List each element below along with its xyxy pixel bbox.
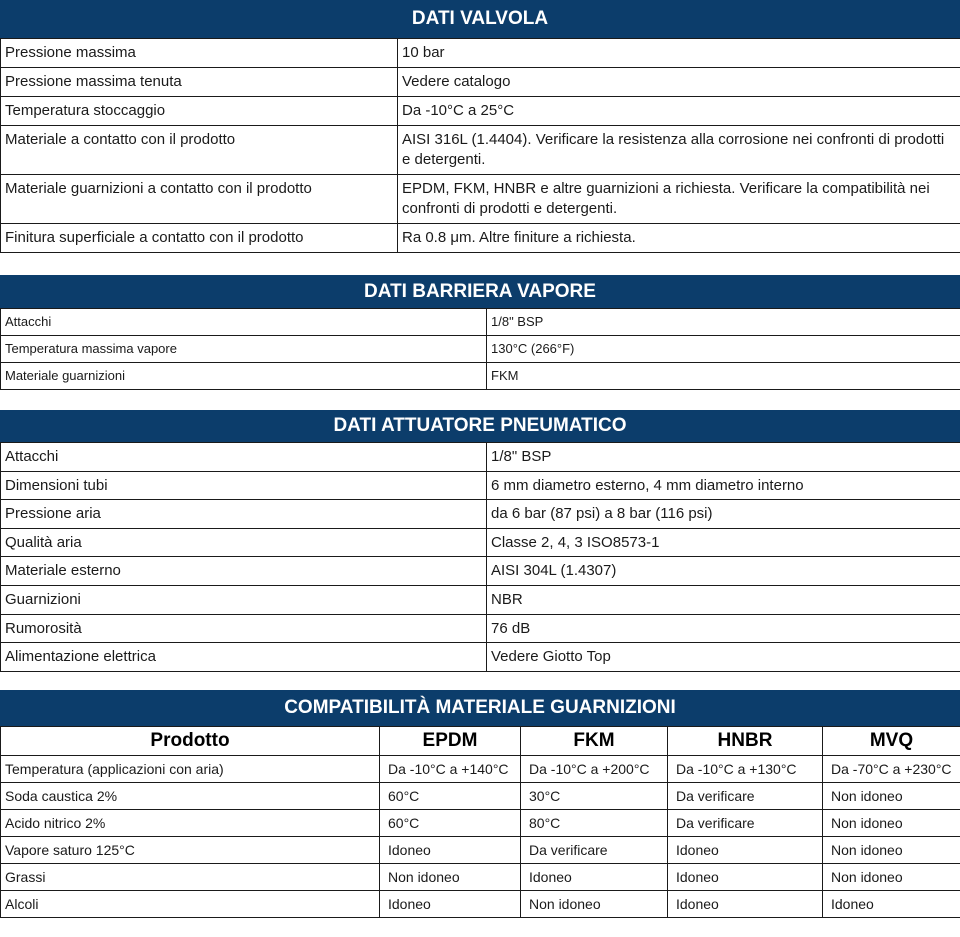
- table-row: [1, 336, 960, 363]
- cell-fkm: Idoneo: [521, 864, 668, 891]
- row-label: Rumorosità: [1, 614, 487, 643]
- section-compatibilita-guarnizioni: [0, 690, 960, 918]
- table-row: [1, 224, 960, 253]
- table-row: [1, 783, 960, 810]
- cell-prodotto: Vapore saturo 125°C: [1, 837, 380, 864]
- cell-fkm: 80°C: [521, 810, 668, 837]
- row-label: Finitura superficiale a contatto con il prodotto: [1, 224, 398, 253]
- row-label: Materiale esterno: [1, 557, 487, 586]
- table-row: [1, 837, 960, 864]
- cell-mvq: Da -70°C a +230°C: [823, 756, 960, 783]
- table-row: [1, 864, 960, 891]
- table-row: [1, 39, 960, 68]
- table-row: [1, 97, 960, 126]
- section-title: COMPATIBILITÀ MATERIALE GUARNIZIONI: [0, 690, 960, 726]
- table-row: [1, 756, 960, 783]
- row-value: Vedere Giotto Top: [487, 643, 960, 672]
- section-title: DATI ATTUATORE PNEUMATICO: [0, 410, 960, 442]
- table-row: [1, 528, 960, 557]
- row-label: Materiale a contatto con il prodotto: [1, 126, 398, 175]
- table-row: [1, 126, 960, 175]
- table-row: [1, 443, 960, 472]
- table-row: [1, 891, 960, 918]
- cell-epdm: Non idoneo: [380, 864, 521, 891]
- cell-fkm: Da verificare: [521, 837, 668, 864]
- table-row: [1, 471, 960, 500]
- row-value: 10 bar: [398, 39, 960, 68]
- row-value: NBR: [487, 585, 960, 614]
- table-row: [1, 175, 960, 224]
- table-row: [1, 68, 960, 97]
- row-value: 76 dB: [487, 614, 960, 643]
- row-label: Materiale guarnizioni a contatto con il prodotto: [1, 175, 398, 224]
- cell-epdm: Da -10°C a +140°C: [380, 756, 521, 783]
- cell-fkm: Non idoneo: [521, 891, 668, 918]
- section-title: DATI BARRIERA VAPORE: [0, 275, 960, 308]
- valvola-table: [0, 38, 960, 253]
- row-label: Attacchi: [1, 309, 487, 336]
- row-value: Ra 0.8 μm. Altre finiture a richiesta.: [398, 224, 960, 253]
- col-header-fkm: FKM: [521, 727, 668, 756]
- cell-hnbr: Da verificare: [668, 810, 823, 837]
- cell-hnbr: Da verificare: [668, 783, 823, 810]
- cell-hnbr: Idoneo: [668, 864, 823, 891]
- table-row: [1, 557, 960, 586]
- cell-mvq: Non idoneo: [823, 810, 960, 837]
- cell-prodotto: Grassi: [1, 864, 380, 891]
- attuatore-table: [0, 442, 960, 672]
- row-label: Dimensioni tubi: [1, 471, 487, 500]
- row-label: Temperatura massima vapore: [1, 336, 487, 363]
- section-dati-attuatore-pneumatico: [0, 410, 960, 672]
- row-label: Attacchi: [1, 443, 487, 472]
- cell-hnbr: Idoneo: [668, 891, 823, 918]
- col-header-epdm: EPDM: [380, 727, 521, 756]
- row-label: Pressione aria: [1, 500, 487, 529]
- row-value: 1/8" BSP: [487, 309, 960, 336]
- cell-fkm: 30°C: [521, 783, 668, 810]
- cell-prodotto: Temperatura (applicazioni con aria): [1, 756, 380, 783]
- row-label: Materiale guarnizioni: [1, 363, 487, 390]
- table-row: [1, 643, 960, 672]
- row-label: Pressione massima: [1, 39, 398, 68]
- cell-fkm: Da -10°C a +200°C: [521, 756, 668, 783]
- row-value: FKM: [487, 363, 960, 390]
- barriera-table: [0, 308, 960, 390]
- table-row: [1, 614, 960, 643]
- section-dati-barriera-vapore: [0, 275, 960, 390]
- row-value: EPDM, FKM, HNBR e altre guarnizioni a richiesta. Verificare la compatibilità nei confronti di prodotti e detergenti.: [398, 175, 960, 224]
- cell-prodotto: Acido nitrico 2%: [1, 810, 380, 837]
- cell-prodotto: Soda caustica 2%: [1, 783, 380, 810]
- table-row: [1, 810, 960, 837]
- table-header-row: [1, 727, 960, 756]
- col-header-hnbr: HNBR: [668, 727, 823, 756]
- section-title: DATI VALVOLA: [0, 0, 960, 38]
- cell-epdm: 60°C: [380, 783, 521, 810]
- row-value: Classe 2, 4, 3 ISO8573-1: [487, 528, 960, 557]
- row-value: AISI 316L (1.4404). Verificare la resistenza alla corrosione nei confronti di prodotti e detergenti.: [398, 126, 960, 175]
- cell-hnbr: Da -10°C a +130°C: [668, 756, 823, 783]
- section-dati-valvola: [0, 0, 960, 253]
- table-row: [1, 363, 960, 390]
- cell-epdm: Idoneo: [380, 837, 521, 864]
- cell-epdm: Idoneo: [380, 891, 521, 918]
- cell-prodotto: Alcoli: [1, 891, 380, 918]
- table-row: [1, 500, 960, 529]
- cell-mvq: Idoneo: [823, 891, 960, 918]
- row-label: Pressione massima tenuta: [1, 68, 398, 97]
- row-value: da 6 bar (87 psi) a 8 bar (116 psi): [487, 500, 960, 529]
- cell-mvq: Non idoneo: [823, 864, 960, 891]
- row-label: Guarnizioni: [1, 585, 487, 614]
- row-value: Da -10°C a 25°C: [398, 97, 960, 126]
- cell-mvq: Non idoneo: [823, 837, 960, 864]
- row-label: Qualità aria: [1, 528, 487, 557]
- col-header-prodotto: Prodotto: [1, 727, 380, 756]
- row-label: Alimentazione elettrica: [1, 643, 487, 672]
- row-value: 6 mm diametro esterno, 4 mm diametro interno: [487, 471, 960, 500]
- row-label: Temperatura stoccaggio: [1, 97, 398, 126]
- table-row: [1, 585, 960, 614]
- row-value: Vedere catalogo: [398, 68, 960, 97]
- table-row: [1, 309, 960, 336]
- cell-epdm: 60°C: [380, 810, 521, 837]
- row-value: 1/8" BSP: [487, 443, 960, 472]
- col-header-mvq: MVQ: [823, 727, 960, 756]
- row-value: 130°C (266°F): [487, 336, 960, 363]
- compatibilita-table: [0, 726, 960, 918]
- row-value: AISI 304L (1.4307): [487, 557, 960, 586]
- cell-hnbr: Idoneo: [668, 837, 823, 864]
- cell-mvq: Non idoneo: [823, 783, 960, 810]
